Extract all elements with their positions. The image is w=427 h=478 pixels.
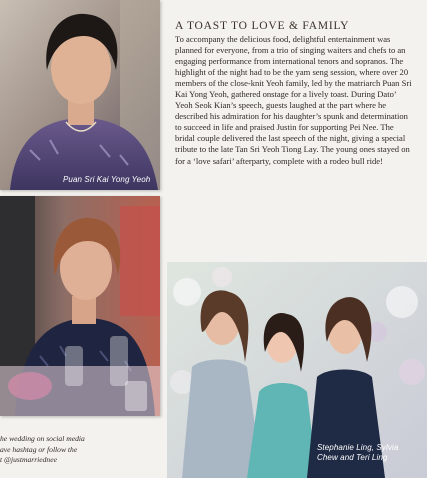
guest-image <box>0 196 160 416</box>
article-body: To accompany the delicious food, delightful entertainment was planned for everyone, from a trio of singing waiters and chefs to an engaging performance from international tenors and sopranos. The highlight of the night had to be the yam seng session, where over 20 members of the close-knit Yeoh family, led by the matriarch Puan Sri Kai Yong Yeoh, gathered onstage for a lively toast. During Dato’ Yeoh Seok Kian’s speech, guests laughed at the part where he described his admiration for his daughter’s spunk and determination to succeed in life and praised Justin for supporting Pei Nee. The bridal couple delivered the last speech of the night, giving a special tribute to the late Tan Sri Yeoh Tiong Lay. The young ones stayed on for a ‘love safari’ afterparty, complete with a rodeo bull ride! <box>175 34 412 166</box>
photo-puan-sri <box>0 0 160 190</box>
photo-caption-puan-sri: Puan Sri Kai Yong Yeoh <box>63 175 151 184</box>
photo-group-women <box>167 262 427 478</box>
portrait-image <box>0 0 160 190</box>
social-media-footnote <box>0 434 150 466</box>
footnote-line-3: t @justmarriednee <box>0 455 57 464</box>
footnote-line-2: ave hashtag or follow the <box>0 444 78 454</box>
photo-caption-group: Stephanie Ling, Sylvia Chew and Teri Ling <box>317 443 399 462</box>
article-heading: A TOAST TO LOVE & FAMILY <box>175 20 350 32</box>
photo-guest-woman <box>0 196 160 416</box>
footnote-line-1: he wedding on social media <box>0 434 85 443</box>
article-section <box>175 20 415 167</box>
